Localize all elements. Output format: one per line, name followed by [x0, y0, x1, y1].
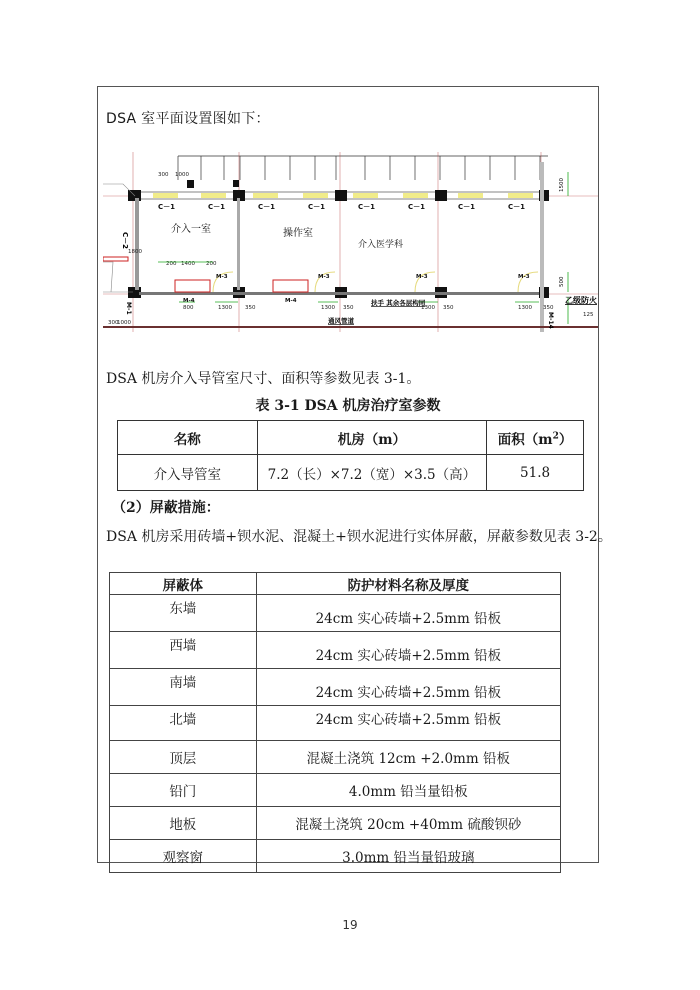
table-row	[110, 595, 561, 632]
table-row	[110, 741, 561, 774]
svg-text:C－1: C－1	[208, 203, 226, 211]
svg-text:C－1: C－1	[158, 203, 176, 211]
header-room: 机房（m）	[257, 421, 486, 455]
svg-text:M-3: M-3	[216, 274, 228, 280]
cell-material: 混凝土浇筑 20cm +40mm 硫酸钡砂	[256, 807, 560, 840]
svg-text:500: 500	[559, 276, 565, 287]
svg-text:350: 350	[443, 305, 454, 311]
table-row	[110, 840, 561, 873]
svg-text:M-1: M-1	[125, 302, 132, 315]
svg-text:C－2: C－2	[121, 232, 129, 250]
svg-text:1800: 1800	[128, 249, 142, 255]
cell-room-size: 7.2（长）×7.2（宽）×3.5（高）	[257, 455, 486, 491]
floor-plan-drawing	[103, 152, 598, 332]
section-heading-shielding: （2）屏蔽措施：	[112, 500, 220, 516]
svg-text:M-14: M-14	[547, 312, 554, 329]
table-row	[110, 774, 561, 807]
svg-text:300: 300	[158, 172, 169, 178]
svg-text:C－1: C－1	[308, 203, 326, 211]
svg-text:C－1: C－1	[258, 203, 276, 211]
svg-text:1500: 1500	[559, 178, 565, 192]
cell-item: 西墙	[110, 632, 257, 669]
cell-room-name: 介入导管室	[118, 455, 258, 491]
svg-text:M-3: M-3	[318, 274, 330, 280]
cell-material: 24cm 实心砖墙+2.5mm 铅板	[256, 632, 560, 669]
svg-text:200: 200	[206, 261, 217, 267]
cell-item: 东墙	[110, 595, 257, 632]
annotation-fire-door: 乙级防火	[565, 296, 597, 305]
svg-text:350: 350	[245, 305, 256, 311]
annotation-handrail: 扶手 其余各层构同	[371, 299, 426, 307]
svg-text:125: 125	[583, 312, 594, 318]
cell-item: 铅门	[110, 774, 257, 807]
table1-caption: 表 3-1 DSA 机房治疗室参数	[255, 398, 441, 414]
shielding-table	[109, 572, 561, 873]
svg-text:350: 350	[343, 305, 354, 311]
table1-header-row	[118, 421, 584, 455]
table-row	[110, 632, 561, 669]
room-label-interventional-1: 介入一室	[171, 224, 211, 235]
page-number: 19	[342, 918, 358, 932]
cell-material: 24cm 实心砖墙+2.5mm 铅板	[256, 595, 560, 632]
svg-text:1000: 1000	[117, 320, 131, 326]
cell-material: 3.0mm 铅当量铅玻璃	[256, 840, 560, 873]
cell-material: 混凝土浇筑 12cm +2.0mm 铅板	[256, 741, 560, 774]
shielding-paragraph: DSA 机房采用砖墙+钡水泥、混凝土+钡水泥进行实体屏蔽，屏蔽参数见表 3-2。	[106, 529, 612, 545]
svg-text:M-3: M-3	[416, 274, 428, 280]
header-area: 面积$(m^2)$	[487, 421, 584, 455]
cell-item: 观察窗	[110, 840, 257, 873]
svg-text:200: 200	[166, 261, 177, 267]
svg-text:300: 300	[108, 320, 119, 326]
table-row	[110, 807, 561, 840]
svg-text:1300: 1300	[421, 305, 435, 311]
header-name: 名称	[118, 421, 258, 455]
svg-text:C－1: C－1	[408, 203, 426, 211]
svg-text:C－1: C－1	[358, 203, 376, 211]
svg-text:M-4: M-4	[285, 298, 297, 304]
svg-text:C－1: C－1	[508, 203, 526, 211]
svg-text:C－1: C－1	[458, 203, 476, 211]
cell-room-area: 51.8	[487, 455, 584, 491]
header-shield-body: 屏蔽体	[110, 573, 257, 595]
cell-item: 地板	[110, 807, 257, 840]
svg-text:1000: 1000	[175, 172, 189, 178]
floor-plan-intro: DSA 室平面设置图如下：	[106, 111, 270, 127]
svg-text:1400: 1400	[181, 261, 195, 267]
cell-material: 4.0mm 铅当量铅板	[256, 774, 560, 807]
cell-item: 顶层	[110, 741, 257, 774]
cell-material: 24cm 实心砖墙+2.5mm 铅板	[256, 669, 560, 706]
table-reference-paragraph: DSA 机房介入导管室尺寸、面积等参数见表 3-1。	[106, 371, 421, 387]
room-parameters-table	[117, 420, 584, 491]
cell-item: 北墙	[110, 706, 257, 741]
room-label-interventional-dept: 介入医学科	[358, 240, 404, 250]
table-row	[118, 455, 584, 491]
table-row	[110, 706, 561, 741]
svg-text:800: 800	[183, 305, 194, 311]
svg-text:M-4: M-4	[183, 298, 195, 304]
room-label-operation: 操作室	[283, 228, 313, 239]
annotation-ventilation: 通风管道	[328, 317, 354, 325]
svg-text:M-3: M-3	[518, 274, 530, 280]
header-material: 防护材料名称及厚度	[256, 573, 560, 595]
table-row	[110, 669, 561, 706]
svg-text:350: 350	[543, 305, 554, 311]
cell-item: 南墙	[110, 669, 257, 706]
svg-text:1300: 1300	[218, 305, 232, 311]
table2-header-row	[110, 573, 561, 595]
cell-material: 24cm 实心砖墙+2.5mm 铅板	[256, 706, 560, 741]
svg-text:1300: 1300	[518, 305, 532, 311]
svg-text:1300: 1300	[321, 305, 335, 311]
